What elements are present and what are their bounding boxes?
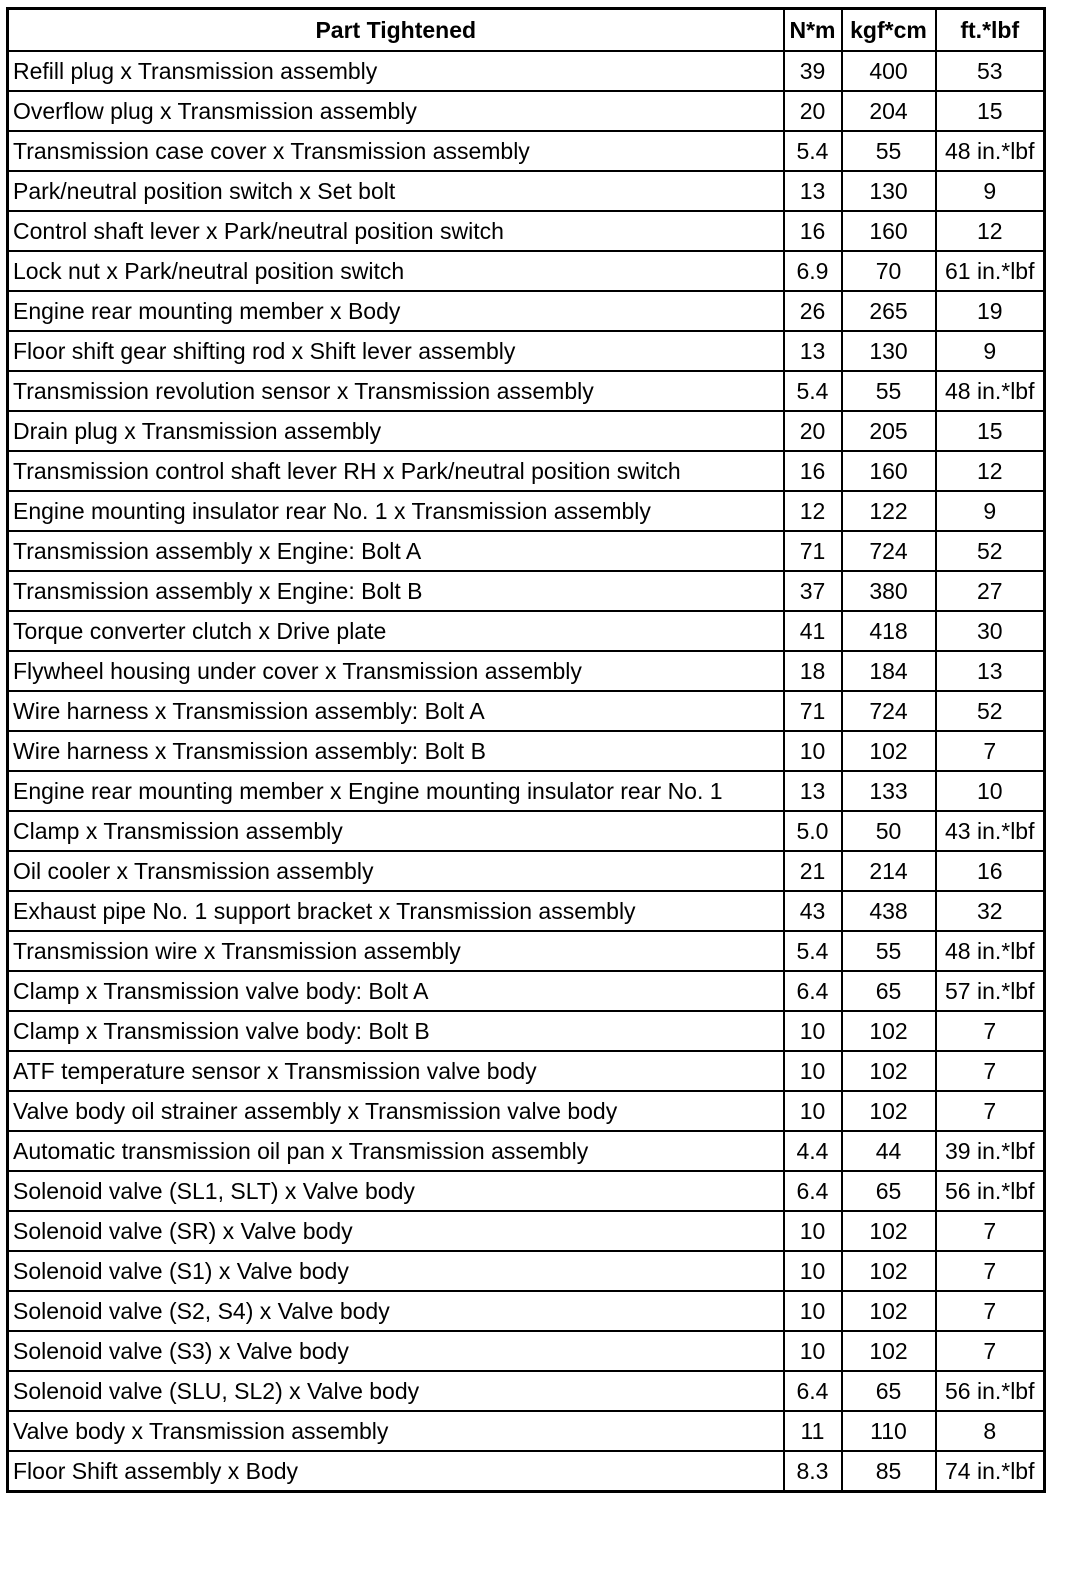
ft-lbf-cell: 57 in.*lbf bbox=[936, 971, 1045, 1011]
ft-lbf-cell: 53 bbox=[936, 51, 1045, 91]
kgf-cm-cell: 418 bbox=[842, 611, 936, 651]
newton-meters-cell: 20 bbox=[784, 411, 842, 451]
ft-lbf-cell: 7 bbox=[936, 1291, 1045, 1331]
table-row bbox=[8, 811, 1045, 851]
ft-lbf-cell: 56 in.*lbf bbox=[936, 1171, 1045, 1211]
kgf-cm-cell: 102 bbox=[842, 1091, 936, 1131]
part-tightened-cell: Automatic transmission oil pan x Transmission assembly bbox=[8, 1131, 784, 1171]
part-tightened-cell: Clamp x Transmission valve body: Bolt A bbox=[8, 971, 784, 1011]
kgf-cm-cell: 70 bbox=[842, 251, 936, 291]
ft-lbf-cell: 15 bbox=[936, 91, 1045, 131]
part-tightened-cell: Refill plug x Transmission assembly bbox=[8, 51, 784, 91]
part-tightened-cell: Transmission case cover x Transmission assembly bbox=[8, 131, 784, 171]
kgf-cm-cell: 133 bbox=[842, 771, 936, 811]
kgf-cm-cell: 102 bbox=[842, 1251, 936, 1291]
newton-meters-cell: 39 bbox=[784, 51, 842, 91]
part-tightened-cell: Lock nut x Park/neutral position switch bbox=[8, 251, 784, 291]
kgf-cm-cell: 265 bbox=[842, 291, 936, 331]
kgf-cm-cell: 724 bbox=[842, 691, 936, 731]
table-row bbox=[8, 851, 1045, 891]
ft-lbf-cell: 27 bbox=[936, 571, 1045, 611]
newton-meters-cell: 10 bbox=[784, 1011, 842, 1051]
part-tightened-cell: Solenoid valve (SLU, SL2) x Valve body bbox=[8, 1371, 784, 1411]
ft-lbf-cell: 7 bbox=[936, 1091, 1045, 1131]
part-tightened-cell: Floor Shift assembly x Body bbox=[8, 1451, 784, 1492]
torque-spec-sheet bbox=[6, 7, 1043, 1493]
table-row bbox=[8, 451, 1045, 491]
table-row bbox=[8, 771, 1045, 811]
kgf-cm-cell: 400 bbox=[842, 51, 936, 91]
column-header-part-tightened: Part Tightened bbox=[8, 9, 784, 52]
part-tightened-cell: Transmission revolution sensor x Transmission assembly bbox=[8, 371, 784, 411]
table-row bbox=[8, 1131, 1045, 1171]
kgf-cm-cell: 214 bbox=[842, 851, 936, 891]
table-row bbox=[8, 1211, 1045, 1251]
newton-meters-cell: 71 bbox=[784, 691, 842, 731]
ft-lbf-cell: 30 bbox=[936, 611, 1045, 651]
kgf-cm-cell: 160 bbox=[842, 211, 936, 251]
column-header-ft-lbf: ft.*lbf bbox=[936, 9, 1045, 52]
table-row bbox=[8, 531, 1045, 571]
newton-meters-cell: 6.4 bbox=[784, 971, 842, 1011]
part-tightened-cell: Clamp x Transmission assembly bbox=[8, 811, 784, 851]
newton-meters-cell: 10 bbox=[784, 1051, 842, 1091]
ft-lbf-cell: 74 in.*lbf bbox=[936, 1451, 1045, 1492]
newton-meters-cell: 16 bbox=[784, 211, 842, 251]
column-header-newton-meters: N*m bbox=[784, 9, 842, 52]
ft-lbf-cell: 39 in.*lbf bbox=[936, 1131, 1045, 1171]
ft-lbf-cell: 9 bbox=[936, 331, 1045, 371]
ft-lbf-cell: 7 bbox=[936, 1331, 1045, 1371]
ft-lbf-cell: 15 bbox=[936, 411, 1045, 451]
table-row bbox=[8, 51, 1045, 91]
kgf-cm-cell: 102 bbox=[842, 1011, 936, 1051]
part-tightened-cell: Engine rear mounting member x Body bbox=[8, 291, 784, 331]
part-tightened-cell: Park/neutral position switch x Set bolt bbox=[8, 171, 784, 211]
table-row bbox=[8, 691, 1045, 731]
kgf-cm-cell: 102 bbox=[842, 1291, 936, 1331]
kgf-cm-cell: 55 bbox=[842, 371, 936, 411]
newton-meters-cell: 13 bbox=[784, 331, 842, 371]
part-tightened-cell: Exhaust pipe No. 1 support bracket x Transmission assembly bbox=[8, 891, 784, 931]
table-row bbox=[8, 971, 1045, 1011]
table-row bbox=[8, 731, 1045, 771]
ft-lbf-cell: 12 bbox=[936, 211, 1045, 251]
newton-meters-cell: 5.4 bbox=[784, 931, 842, 971]
kgf-cm-cell: 204 bbox=[842, 91, 936, 131]
kgf-cm-cell: 102 bbox=[842, 731, 936, 771]
ft-lbf-cell: 19 bbox=[936, 291, 1045, 331]
newton-meters-cell: 37 bbox=[784, 571, 842, 611]
newton-meters-cell: 10 bbox=[784, 731, 842, 771]
kgf-cm-cell: 102 bbox=[842, 1211, 936, 1251]
newton-meters-cell: 11 bbox=[784, 1411, 842, 1451]
part-tightened-cell: Transmission assembly x Engine: Bolt B bbox=[8, 571, 784, 611]
newton-meters-cell: 10 bbox=[784, 1251, 842, 1291]
ft-lbf-cell: 16 bbox=[936, 851, 1045, 891]
table-row bbox=[8, 891, 1045, 931]
kgf-cm-cell: 184 bbox=[842, 651, 936, 691]
ft-lbf-cell: 56 in.*lbf bbox=[936, 1371, 1045, 1411]
part-tightened-cell: Valve body oil strainer assembly x Transmission valve body bbox=[8, 1091, 784, 1131]
part-tightened-cell: Drain plug x Transmission assembly bbox=[8, 411, 784, 451]
kgf-cm-cell: 65 bbox=[842, 1171, 936, 1211]
table-row bbox=[8, 491, 1045, 531]
table-row bbox=[8, 1251, 1045, 1291]
part-tightened-cell: Floor shift gear shifting rod x Shift lever assembly bbox=[8, 331, 784, 371]
kgf-cm-cell: 438 bbox=[842, 891, 936, 931]
newton-meters-cell: 5.4 bbox=[784, 371, 842, 411]
newton-meters-cell: 10 bbox=[784, 1211, 842, 1251]
table-row bbox=[8, 1291, 1045, 1331]
table-header bbox=[8, 9, 1045, 52]
part-tightened-cell: Control shaft lever x Park/neutral position switch bbox=[8, 211, 784, 251]
kgf-cm-cell: 160 bbox=[842, 451, 936, 491]
table-row bbox=[8, 251, 1045, 291]
table-row bbox=[8, 1411, 1045, 1451]
newton-meters-cell: 5.0 bbox=[784, 811, 842, 851]
newton-meters-cell: 21 bbox=[784, 851, 842, 891]
newton-meters-cell: 13 bbox=[784, 771, 842, 811]
table-row bbox=[8, 1051, 1045, 1091]
torque-spec-table bbox=[6, 7, 1046, 1493]
part-tightened-cell: Valve body x Transmission assembly bbox=[8, 1411, 784, 1451]
newton-meters-cell: 5.4 bbox=[784, 131, 842, 171]
kgf-cm-cell: 130 bbox=[842, 331, 936, 371]
ft-lbf-cell: 9 bbox=[936, 491, 1045, 531]
kgf-cm-cell: 102 bbox=[842, 1331, 936, 1371]
part-tightened-cell: Wire harness x Transmission assembly: Bolt B bbox=[8, 731, 784, 771]
newton-meters-cell: 41 bbox=[784, 611, 842, 651]
newton-meters-cell: 10 bbox=[784, 1291, 842, 1331]
kgf-cm-cell: 102 bbox=[842, 1051, 936, 1091]
ft-lbf-cell: 52 bbox=[936, 531, 1045, 571]
ft-lbf-cell: 13 bbox=[936, 651, 1045, 691]
table-row bbox=[8, 211, 1045, 251]
ft-lbf-cell: 12 bbox=[936, 451, 1045, 491]
kgf-cm-cell: 122 bbox=[842, 491, 936, 531]
newton-meters-cell: 4.4 bbox=[784, 1131, 842, 1171]
newton-meters-cell: 16 bbox=[784, 451, 842, 491]
table-row bbox=[8, 291, 1045, 331]
table-row bbox=[8, 611, 1045, 651]
table-row bbox=[8, 1011, 1045, 1051]
table-row bbox=[8, 331, 1045, 371]
newton-meters-cell: 6.4 bbox=[784, 1371, 842, 1411]
part-tightened-cell: Solenoid valve (SL1, SLT) x Valve body bbox=[8, 1171, 784, 1211]
ft-lbf-cell: 32 bbox=[936, 891, 1045, 931]
ft-lbf-cell: 52 bbox=[936, 691, 1045, 731]
table-row bbox=[8, 1451, 1045, 1492]
kgf-cm-cell: 50 bbox=[842, 811, 936, 851]
ft-lbf-cell: 7 bbox=[936, 731, 1045, 771]
newton-meters-cell: 18 bbox=[784, 651, 842, 691]
ft-lbf-cell: 48 in.*lbf bbox=[936, 931, 1045, 971]
table-row bbox=[8, 1371, 1045, 1411]
part-tightened-cell: ATF temperature sensor x Transmission valve body bbox=[8, 1051, 784, 1091]
part-tightened-cell: Oil cooler x Transmission assembly bbox=[8, 851, 784, 891]
part-tightened-cell: Clamp x Transmission valve body: Bolt B bbox=[8, 1011, 784, 1051]
ft-lbf-cell: 48 in.*lbf bbox=[936, 371, 1045, 411]
table-row bbox=[8, 1091, 1045, 1131]
kgf-cm-cell: 724 bbox=[842, 531, 936, 571]
table-row bbox=[8, 1171, 1045, 1211]
table-row bbox=[8, 171, 1045, 211]
kgf-cm-cell: 130 bbox=[842, 171, 936, 211]
header-row bbox=[8, 9, 1045, 52]
newton-meters-cell: 6.9 bbox=[784, 251, 842, 291]
part-tightened-cell: Overflow plug x Transmission assembly bbox=[8, 91, 784, 131]
part-tightened-cell: Engine rear mounting member x Engine mounting insulator rear No. 1 bbox=[8, 771, 784, 811]
ft-lbf-cell: 7 bbox=[936, 1211, 1045, 1251]
newton-meters-cell: 8.3 bbox=[784, 1451, 842, 1492]
part-tightened-cell: Engine mounting insulator rear No. 1 x Transmission assembly bbox=[8, 491, 784, 531]
table-row bbox=[8, 1331, 1045, 1371]
kgf-cm-cell: 55 bbox=[842, 931, 936, 971]
part-tightened-cell: Transmission wire x Transmission assembly bbox=[8, 931, 784, 971]
ft-lbf-cell: 48 in.*lbf bbox=[936, 131, 1045, 171]
ft-lbf-cell: 7 bbox=[936, 1051, 1045, 1091]
part-tightened-cell: Solenoid valve (SR) x Valve body bbox=[8, 1211, 784, 1251]
kgf-cm-cell: 55 bbox=[842, 131, 936, 171]
part-tightened-cell: Flywheel housing under cover x Transmission assembly bbox=[8, 651, 784, 691]
part-tightened-cell: Transmission assembly x Engine: Bolt A bbox=[8, 531, 784, 571]
kgf-cm-cell: 110 bbox=[842, 1411, 936, 1451]
table-row bbox=[8, 371, 1045, 411]
column-header-kgf-cm: kgf*cm bbox=[842, 9, 936, 52]
table-row bbox=[8, 91, 1045, 131]
kgf-cm-cell: 65 bbox=[842, 1371, 936, 1411]
part-tightened-cell: Solenoid valve (S1) x Valve body bbox=[8, 1251, 784, 1291]
table-row bbox=[8, 651, 1045, 691]
part-tightened-cell: Torque converter clutch x Drive plate bbox=[8, 611, 784, 651]
part-tightened-cell: Transmission control shaft lever RH x Park/neutral position switch bbox=[8, 451, 784, 491]
ft-lbf-cell: 43 in.*lbf bbox=[936, 811, 1045, 851]
kgf-cm-cell: 44 bbox=[842, 1131, 936, 1171]
table-row bbox=[8, 931, 1045, 971]
newton-meters-cell: 12 bbox=[784, 491, 842, 531]
newton-meters-cell: 20 bbox=[784, 91, 842, 131]
ft-lbf-cell: 7 bbox=[936, 1011, 1045, 1051]
part-tightened-cell: Wire harness x Transmission assembly: Bolt A bbox=[8, 691, 784, 731]
table-row bbox=[8, 411, 1045, 451]
newton-meters-cell: 13 bbox=[784, 171, 842, 211]
kgf-cm-cell: 85 bbox=[842, 1451, 936, 1492]
ft-lbf-cell: 61 in.*lbf bbox=[936, 251, 1045, 291]
kgf-cm-cell: 380 bbox=[842, 571, 936, 611]
newton-meters-cell: 43 bbox=[784, 891, 842, 931]
table-body bbox=[8, 51, 1045, 1492]
newton-meters-cell: 6.4 bbox=[784, 1171, 842, 1211]
ft-lbf-cell: 8 bbox=[936, 1411, 1045, 1451]
part-tightened-cell: Solenoid valve (S2, S4) x Valve body bbox=[8, 1291, 784, 1331]
newton-meters-cell: 71 bbox=[784, 531, 842, 571]
ft-lbf-cell: 10 bbox=[936, 771, 1045, 811]
kgf-cm-cell: 65 bbox=[842, 971, 936, 1011]
newton-meters-cell: 26 bbox=[784, 291, 842, 331]
newton-meters-cell: 10 bbox=[784, 1331, 842, 1371]
table-row bbox=[8, 571, 1045, 611]
table-row bbox=[8, 131, 1045, 171]
part-tightened-cell: Solenoid valve (S3) x Valve body bbox=[8, 1331, 784, 1371]
newton-meters-cell: 10 bbox=[784, 1091, 842, 1131]
ft-lbf-cell: 9 bbox=[936, 171, 1045, 211]
kgf-cm-cell: 205 bbox=[842, 411, 936, 451]
ft-lbf-cell: 7 bbox=[936, 1251, 1045, 1291]
